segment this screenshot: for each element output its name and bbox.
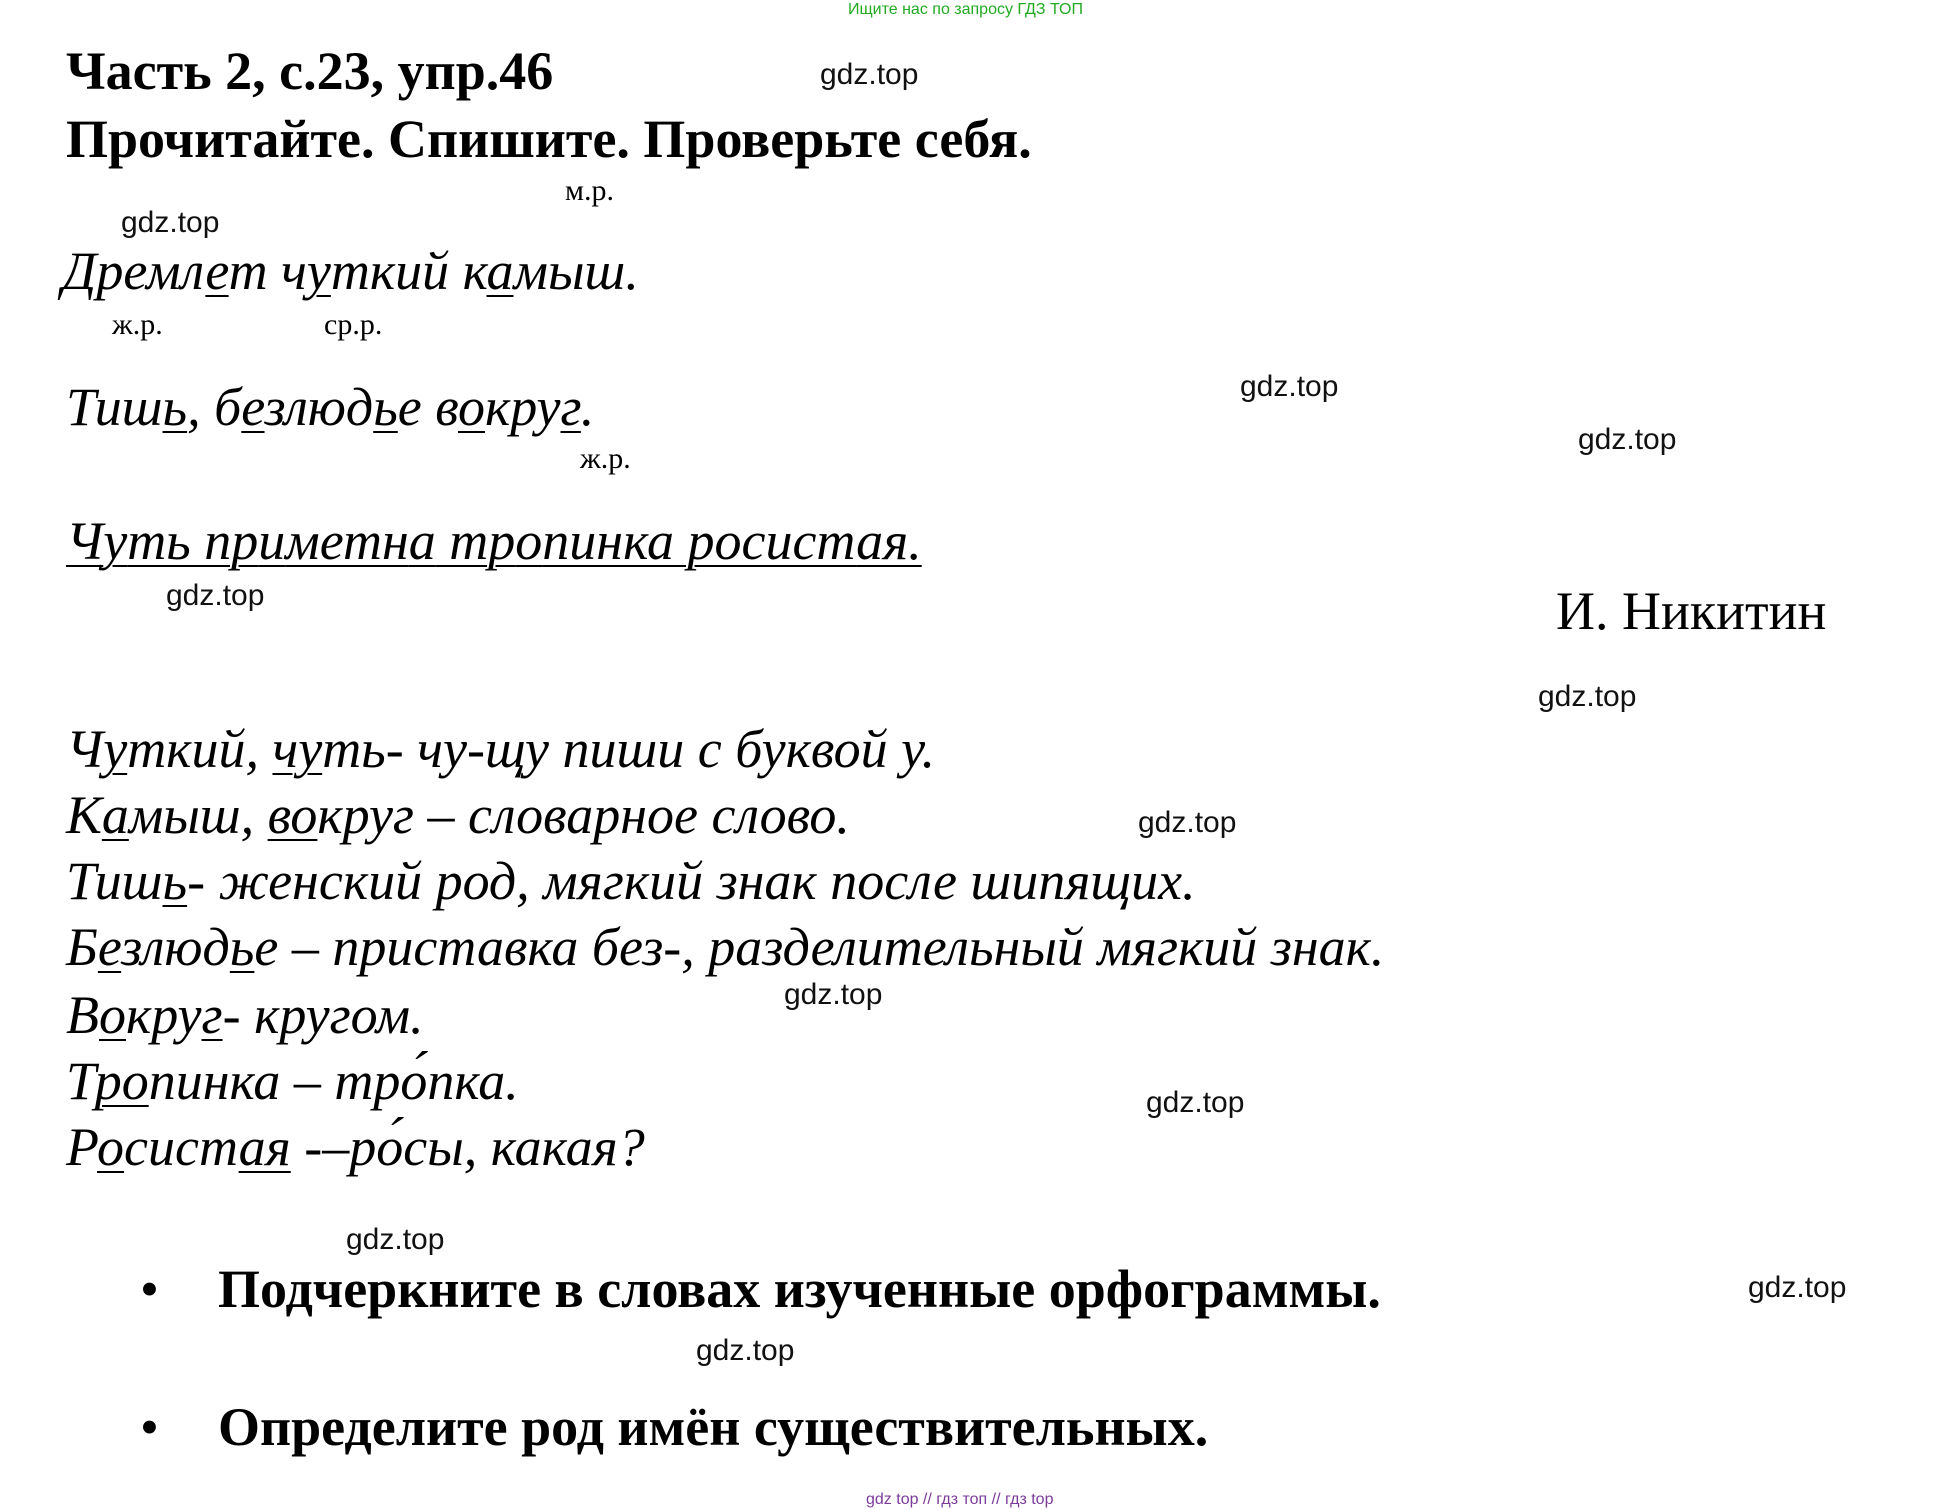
explanation-line-3: Тишь- женский род, мягкий знак после шипящих. (66, 851, 1196, 911)
explanation-line-2: Камыш, вокруг – словарное слово. (66, 785, 850, 845)
explanation-line-4: Безлюдье – приставка без-, разделительный мягкий знак. (66, 917, 1385, 977)
gender-label-masculine: м.р. (565, 174, 614, 207)
poem-author: И. Никитин (1556, 581, 1827, 641)
watermark: gdz.top (784, 978, 883, 1011)
explanation-line-5: Вокруг- кругом. (66, 985, 424, 1045)
watermark: gdz.top (1146, 1086, 1245, 1119)
page-title: Часть 2, с.23, упр.46 (66, 41, 554, 101)
poem-line-1: Дремлет чуткий камыш. (62, 241, 639, 301)
gender-label-feminine: ж.р. (580, 442, 631, 475)
watermark: gdz.top (1138, 806, 1237, 839)
watermark: gdz.top (1578, 423, 1677, 456)
promo-text: Ищите нас по запросу ГДЗ ТОП (848, 1, 1083, 18)
gender-label-feminine: ж.р. (112, 308, 163, 341)
explanation-line-1: Чуткий, чуть- чу-щу пиши с буквой у. (66, 719, 936, 779)
watermark: gdz.top (166, 579, 265, 612)
poem-line-2: Тишь, безлюдье вокруг. (66, 377, 595, 437)
task-2: Определите род имён существительных. (218, 1397, 1209, 1457)
bullet-icon: • (140, 1397, 159, 1457)
watermark: gdz.top (1538, 680, 1637, 713)
watermark: gdz.top (346, 1223, 445, 1256)
watermark: gdz.top (121, 206, 220, 239)
gender-label-neuter: ср.р. (324, 308, 383, 341)
explanation-line-6: Тропинка – тро́пка. (66, 1051, 519, 1111)
watermark: gdz.top (696, 1334, 795, 1367)
watermark: gdz.top (820, 58, 919, 91)
bullet-icon: • (140, 1259, 159, 1319)
task-1: Подчеркните в словах изученные орфограммы. (218, 1259, 1381, 1319)
explanation-line-7: Росистая -–ро́сы, какая? (66, 1117, 645, 1177)
footer-text: gdz top // гдз топ // гдз top (866, 1491, 1054, 1508)
watermark: gdz.top (1240, 370, 1339, 403)
instruction: Прочитайте. Спишите. Проверьте себя. (66, 109, 1032, 169)
poem-line-3: Чуть приметна тропинка росистая. (66, 511, 922, 571)
watermark: gdz.top (1748, 1271, 1847, 1304)
